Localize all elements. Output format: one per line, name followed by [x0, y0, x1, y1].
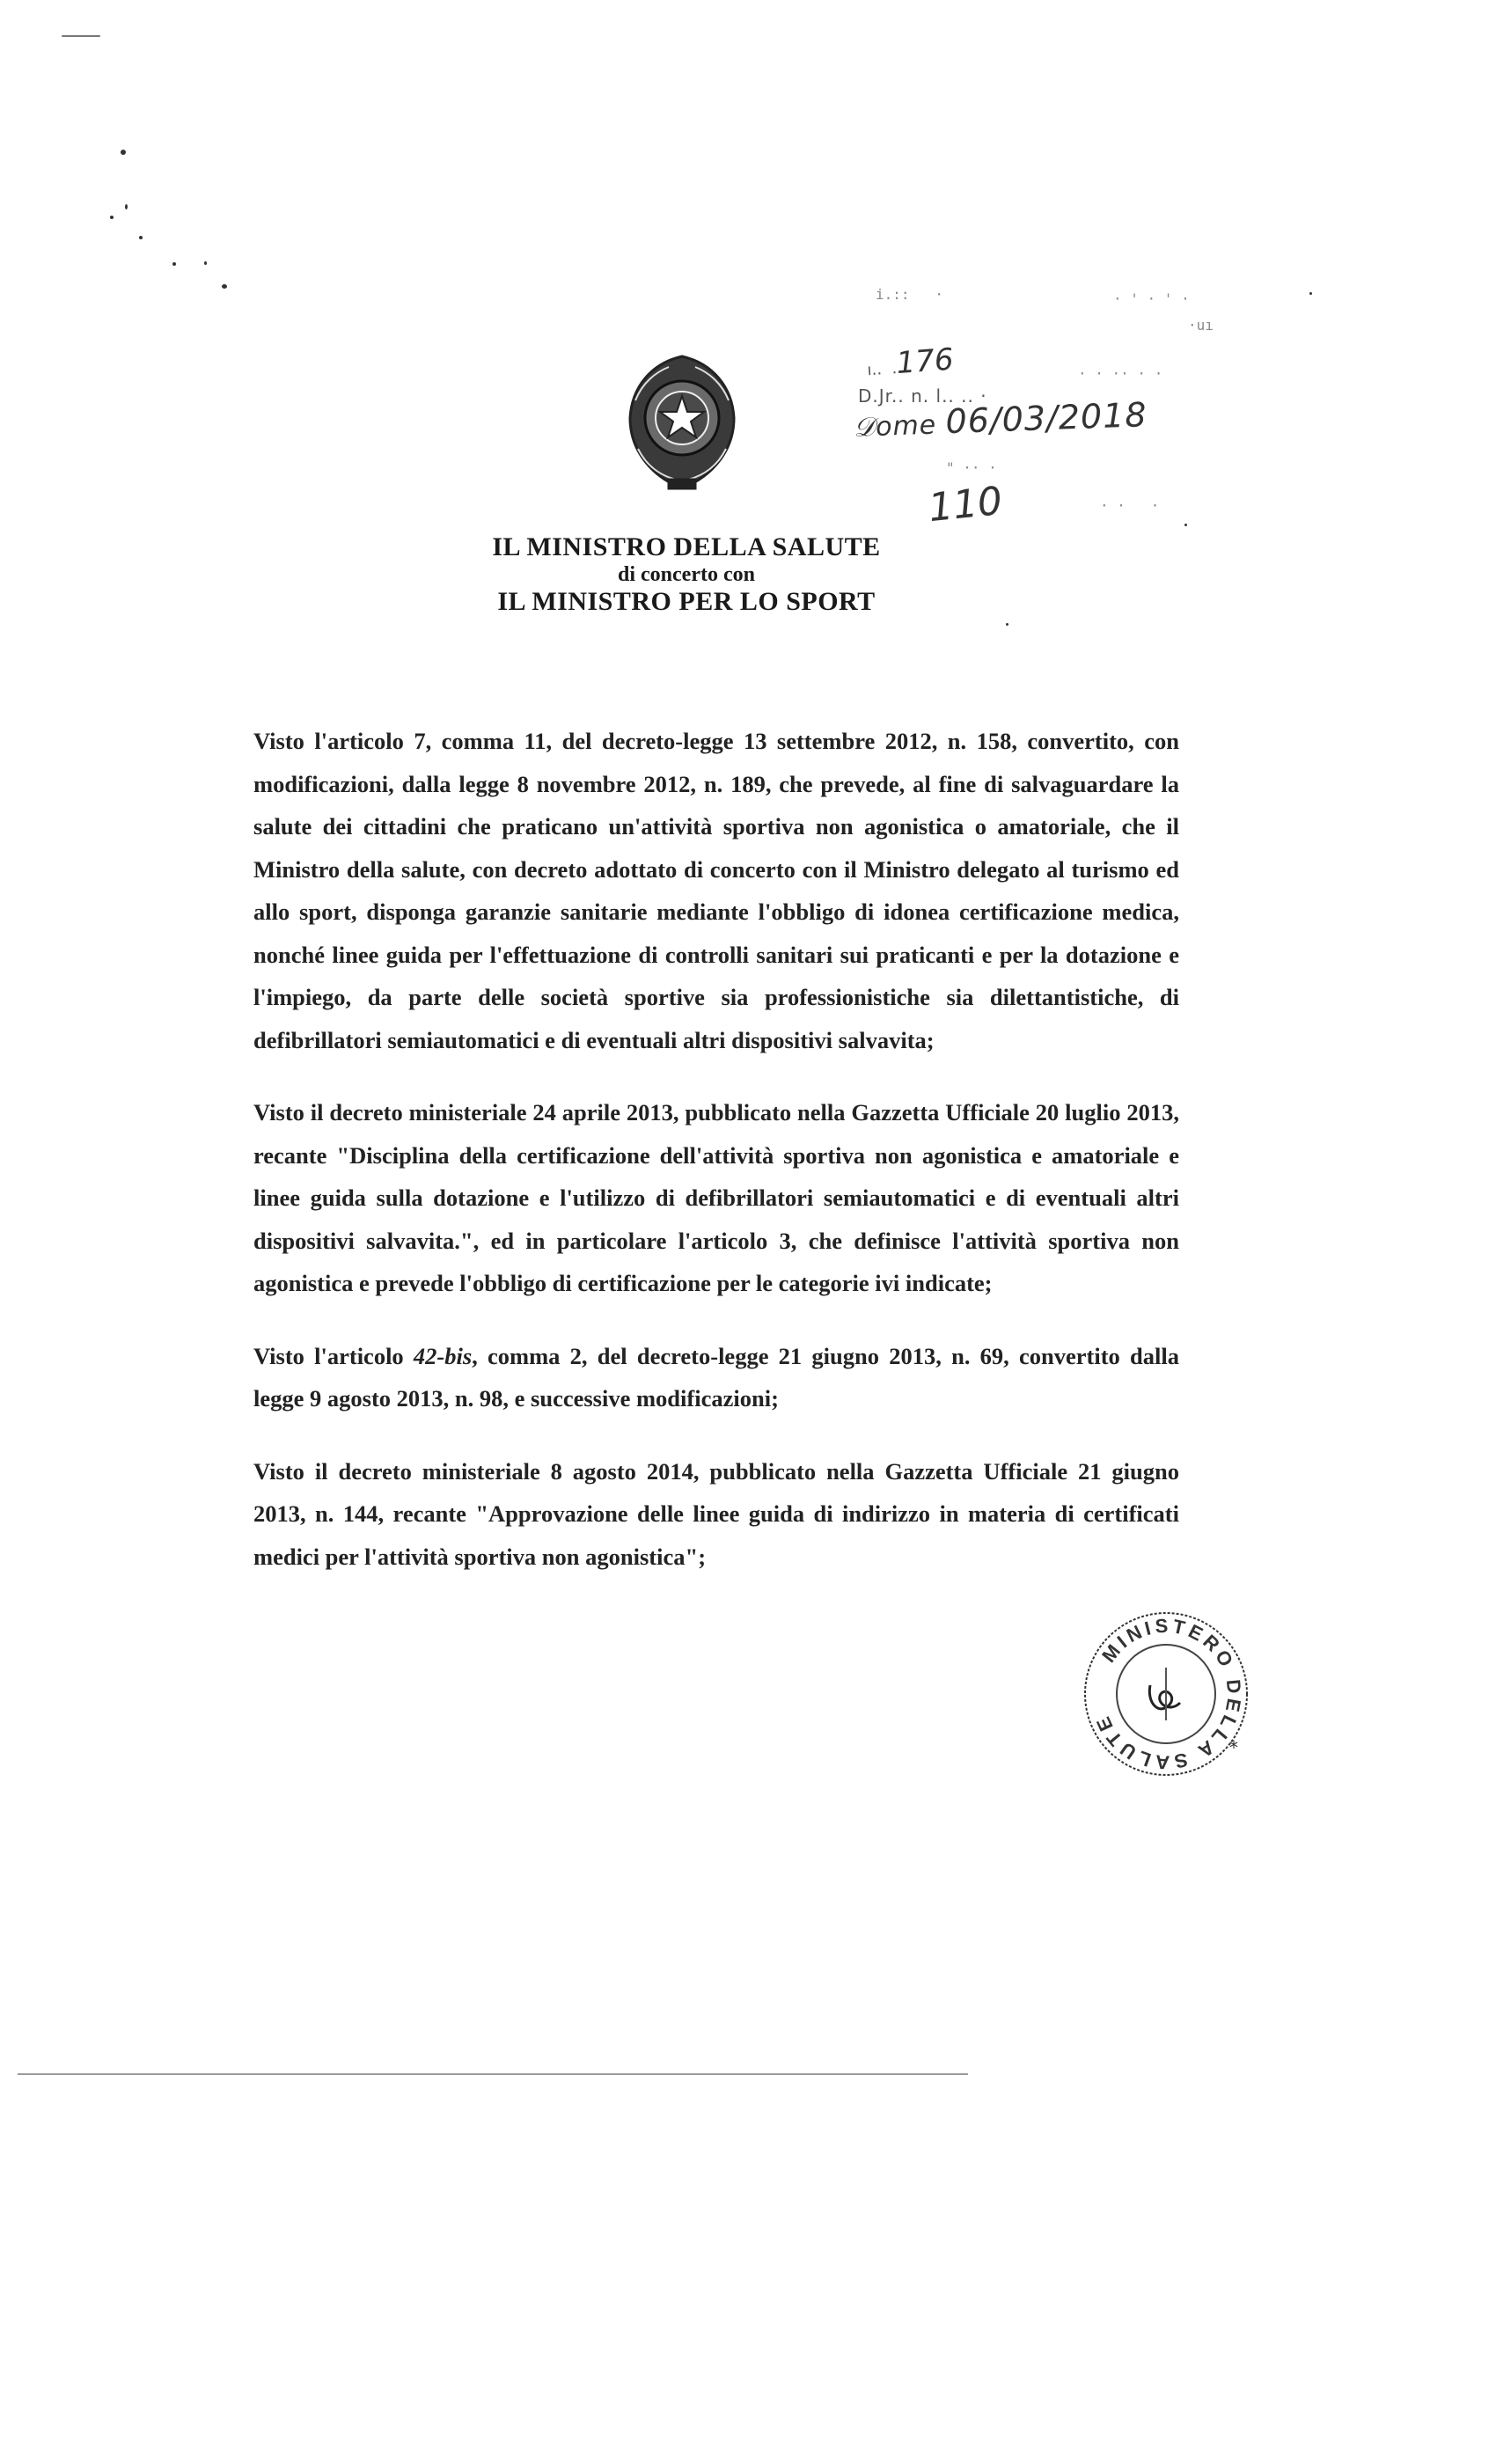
- faint-scan-marks: " ·· ·: [946, 459, 997, 476]
- italian-republic-emblem-icon: [616, 348, 748, 497]
- page-number-handwritten: 110: [926, 478, 1005, 532]
- heading-minister-sport: IL MINISTRO PER LO SPORT: [497, 587, 876, 616]
- scan-speck: [121, 150, 126, 155]
- scan-speck: [139, 236, 143, 239]
- paragraph-visto-2: Visto il decreto ministeriale 24 aprile 2013, pubblicato nella Gazzetta Ufficiale 20 luglio 2013, recante "Disciplina della certificazione dell'attività sportiva non agonistica e amatoriale e linee guida sulla dotazione e l'utilizzo di defibrillatori semiautomatici e di eventuali altri dispositivi salvavita.", ed in particolare l'articolo 3, che definisce l'attività sportiva non agonistica e prevede l'obbligo di certificazione per le categorie ivi indicate;: [253, 1099, 1179, 1296]
- faint-scan-marks: i.:: ·: [876, 286, 944, 303]
- paragraph-visto-1: Visto l'articolo 7, comma 11, del decreto-legge 13 settembre 2012, n. 158, convertito, con modificazioni, dalla legge 8 novembre 2012, n. 189, che prevede, al fine di salvaguardare la salute dei cittadini che praticano un'attività sportiva non agonistica o amatoriale, che il Ministro della salute, con decreto adottato di concerto con il Ministro delegato al turismo ed allo sport, disponga garanzie sanitarie mediante l'obbligo di idonea certificazione medica, nonché linee guida per l'effettuazione di controlli sanitari sui praticanti e per la dotazione e l'impiego, da parte delle società sportive sia professionistiche sia dilettantistiche, di defibrillatori semiautomatici e di eventuali altri dispositivi salvavita;: [253, 728, 1179, 1053]
- registration-date-handwritten: 𝒟ome 06/03/2018: [853, 395, 1148, 444]
- heading-minister-health: IL MINISTRO DELLA SALUTE: [492, 532, 881, 561]
- faint-scan-marks: · · ·· · ·: [1078, 365, 1163, 382]
- registration-stamp-line: D.Jr.. n. l.. .. ·: [858, 385, 987, 407]
- scan-speck: [62, 35, 100, 37]
- paragraph-visto-4: Visto il decreto ministeriale 8 agosto 2014, pubblicato nella Gazzetta Ufficiale 21 giugno 2013, n. 144, recante "Approvazione delle linee guida di indirizzo in materia di certificati medici per l'attività sportiva non agonistica";: [253, 1457, 1179, 1570]
- svg-text:MINISTERO DELLA SALUTE: MINISTERO DELLA SALUTE: [1090, 1614, 1246, 1774]
- faint-scan-marks: · ' · ' ·: [1113, 290, 1190, 307]
- faint-scan-marks: · · ·: [1100, 497, 1160, 514]
- svg-text:*: *: [1229, 1737, 1238, 1758]
- protocol-number-handwritten: ı.. .176: [866, 341, 955, 382]
- heading-concert: di concerto con: [618, 563, 755, 586]
- scan-speck: [125, 204, 128, 209]
- ministry-stamp-icon: [1078, 1606, 1254, 1782]
- scan-speck: [1184, 524, 1187, 526]
- scan-speck: [1309, 292, 1312, 295]
- scan-speck: [172, 262, 176, 266]
- document-heading: [458, 532, 915, 617]
- faint-scan-marks: ·uı: [1188, 317, 1214, 334]
- page-bottom-rule: [18, 2073, 968, 2075]
- document-body: [253, 720, 1179, 1608]
- scan-speck: [204, 261, 207, 265]
- scan-speck: [222, 284, 227, 289]
- scan-speck: [110, 216, 114, 219]
- scan-speck: [1006, 623, 1008, 626]
- paragraph-visto-3: Visto l'articolo 42-bis, comma 2, del decreto-legge 21 giugno 2013, n. 69, convertito dalla legge 9 agosto 2013, n. 98, e successive modificazioni;: [253, 1342, 1180, 1412]
